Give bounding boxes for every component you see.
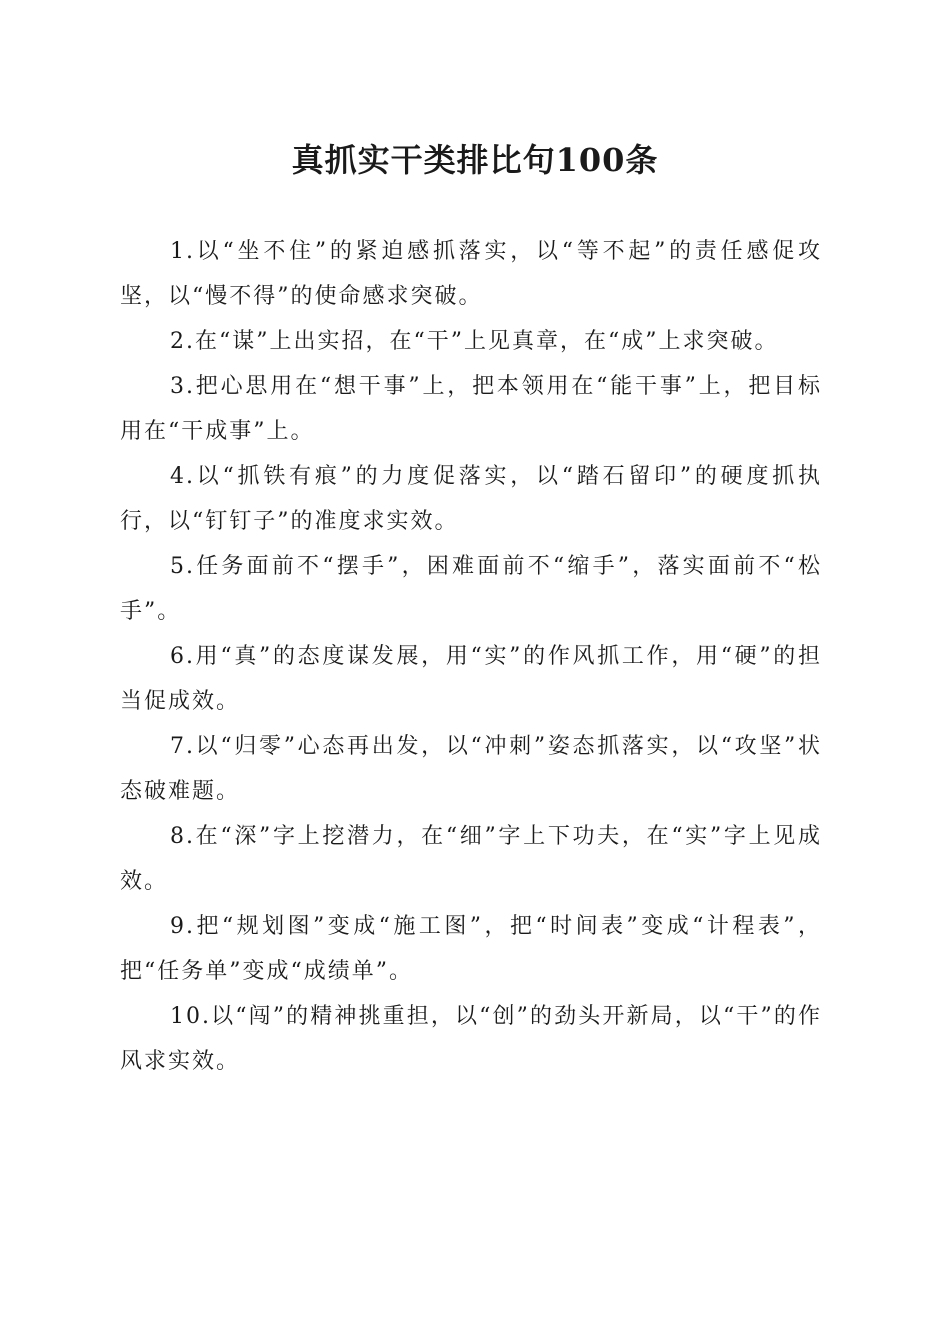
list-item-3: 3.把心思用在“想干事”上，把本领用在“能干事”上，把目标用在“干成事”上。 (120, 374, 822, 444)
list-item-10: 10.以“闯”的精神挑重担，以“创”的劲头开新局，以“干”的作风求实效。 (120, 1004, 822, 1074)
list-item-8: 8.在“深”字上挖潜力，在“细”字上下功夫，在“实”字上见成效。 (120, 824, 822, 894)
list-item-9: 9.把“规划图”变成“施工图”，把“时间表”变成“计程表”，把“任务单”变成“成绩单”。 (120, 914, 822, 984)
list-item-4: 4.以“抓铁有痕”的力度促落实，以“踏石留印”的硬度抓执行，以“钉钉子”的准度求实效。 (120, 464, 822, 534)
document-title: 真抓实干类排比句100条 (291, 141, 659, 179)
list-item-6: 6.用“真”的态度谋发展，用“实”的作风抓工作，用“硬”的担当促成效。 (120, 644, 822, 714)
document-body (120, 229, 822, 1084)
list-item-1: 1.以“坐不住”的紧迫感抓落实，以“等不起”的责任感促攻坚，以“慢不得”的使命感求突破。 (120, 239, 822, 309)
list-item-2: 2.在“谋”上出实招，在“干”上见真章，在“成”上求突破。 (170, 329, 779, 354)
list-item-7: 7.以“归零”心态再出发，以“冲刺”姿态抓落实，以“攻坚”状态破难题。 (120, 734, 822, 804)
list-item-5: 5.任务面前不“摆手”，困难面前不“缩手”，落实面前不“松手”。 (120, 554, 822, 624)
